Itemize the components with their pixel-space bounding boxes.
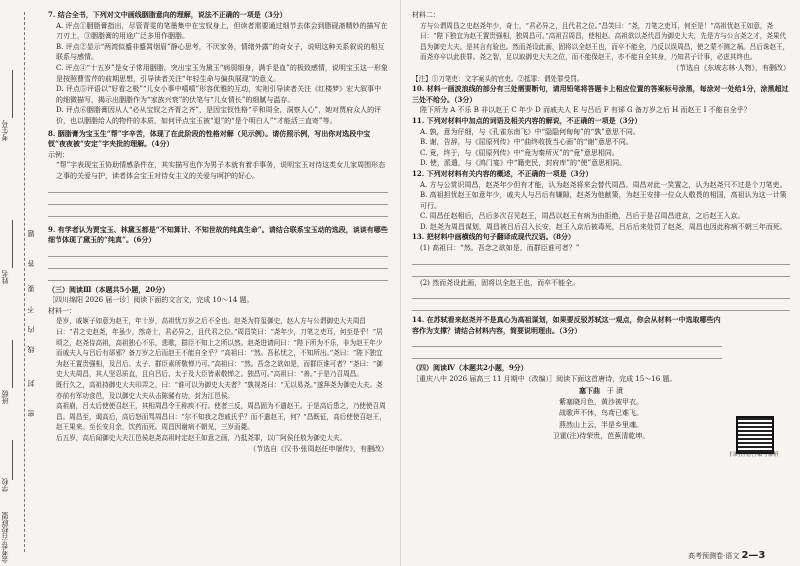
page-number: 2—3	[741, 550, 766, 561]
seal-mi: 密	[27, 410, 35, 417]
q11-option-d: D. 使，派遣，与《鸿门宴》中“籍吏民，封府库”的“使”意思相同。	[420, 159, 627, 168]
q7-option-e: D. 评点⑥胭脂膏因从人“必从宝钗之齐胥之齐”，是因宝钗性格“平和周全，洞察人心”，她对贾府众人的评价，也以胭脂给人的物件的本质，如何评点宝玉被“退”的“是个明白人”“才能活三直寄”等。	[56, 106, 382, 125]
poem	[412, 385, 790, 443]
footer-title: 高考预测卷·语文	[688, 552, 740, 560]
seal-ti: 题	[27, 230, 35, 237]
answer-line[interactable]	[412, 348, 722, 359]
label-xuexiao: 学校	[1, 478, 9, 492]
field-line-banji	[12, 340, 13, 388]
q11-option-b: B. 谢，告辞，与《屈原列传》中“曲终收拨当心画”的“谢”意思不同。	[420, 138, 633, 147]
section-3-intro: ［四川绵阳 2026 届一诊］阅读下面的文言文，完成 10～14 题。	[48, 296, 254, 305]
q13-sentence-1: (1) 高祖曰：“然。吾念之欲如是，而群臣谁可者？”	[420, 244, 580, 253]
qr-caption: 扫码查看答案与解析	[729, 452, 779, 458]
cut-line	[24, 12, 25, 552]
label-mark: 金考卷·百校联盟	[1, 512, 9, 564]
poem-title: 塞下曲	[579, 385, 601, 395]
qr-code[interactable]	[736, 416, 774, 454]
field-line-kaohao	[12, 70, 13, 118]
section-3-title: （三）阅读Ⅲ（本题共5小题，20分）	[48, 284, 170, 294]
label-banji: 班级	[1, 390, 9, 404]
material-1-label: 材料一：	[48, 306, 76, 315]
page-footer	[688, 550, 765, 561]
seal-feng: 封	[27, 380, 35, 387]
q7-option-a: A. 评点①胭脂膏指出，尽管青雯的笔墨集中在宝钗身上，但读者需要通过细节去体会到脂砚斋精妙的描写在刀刃上，③胭脂膏的用途广泛多用作胭脂。	[56, 21, 388, 41]
material-2-label: 材料二：	[412, 11, 440, 19]
poem-line: 燕然山上云，半是乡里魂。	[559, 420, 643, 429]
field-line-xingming	[12, 220, 13, 268]
q7-option-c: C. 评点④“十五岁”是女子常用胭脂，突出宝玉为黛玉“病弱细身，满手是血”的极致感情，说明宝玉这一形象是按照曹雪芹的前期思想，引导读者关注“年轻生命与偏执展现”的意义。	[56, 63, 388, 83]
q12-option-b: B. 高祖担忧赵王如意年少，戚夫人与吕后有嫌隙，赵尧为他献策，为赵王安排一位众人敬畏的相国，高祖认为这一计策可行。	[420, 191, 787, 210]
left-column	[48, 10, 388, 454]
answer-line[interactable]	[48, 194, 388, 205]
q13-stem: 13. 把材料中画横线的句子翻译成现代汉语。（8分）	[412, 232, 575, 242]
material-1-para-3: 高祖崩，吕太后使使召赵王，其相周昌令王称疾不行。使者三反，周昌固为不遣赵王。于是高后患之，乃使使召周昌。周昌至，谒高后，高后怒而骂周昌曰：“尔不知我之怨戚氏乎？而不遣赵王，何？”昌既征，高后使使召赵王，赵王果来。至长安月余，饮药而死。周昌因谢病不朝见，三岁而薨。	[56, 402, 386, 432]
answer-line[interactable]	[48, 270, 388, 281]
seal-da: 答	[27, 260, 35, 267]
seal-bu: 不	[27, 306, 35, 313]
q11-option-c: C. 竟，终于，与《屈原列传》中“竟为秦所灭”的“竟”意思相同。	[420, 148, 619, 157]
poem-line: 卫霍(注)待荣贵，芭蕉清乾坤。	[552, 432, 650, 441]
label-xingming: 姓名	[1, 270, 9, 284]
q12-option-d: D. 赵尧为周昌谋划，周昌被吕后召入长安，赵王入京后被毒死，吕后后来处罚了赵尧，周昌也因此称病不朝三年而死。	[420, 222, 787, 231]
field-line-xuexiao	[12, 440, 13, 480]
q10-sentence: 陛下所为 A 不乐 B 非以赵王 C 年少 D 而戚夫人 E 与吕后 F 有郤 G 备万岁之后 H 而赵王 I 不能自全乎？	[420, 106, 751, 115]
material-1-para-1: 是岁，戚姬子如意为赵王，年十岁，高祖忧万岁之后不全也。赵尧为符玺御史，赵人方与公谓御史大夫周昌曰：“君之史赵尧，年虽少，然奇士，君必异之，且代君之位。”周昌笑曰：“尧年少，刀笔之吏耳，何至是乎！”居顷之，赵尧侍高祖，高祖独心不乐，悲歌，群臣不知上之所以然。赵尧进请问曰：“陛下所为不乐，非为赵王年少而戚夫人与吕后有郤邪？备万岁之后而赵王不能自全乎？”高祖曰：“然。吾私忧之，不知所出。”尧曰：“陛下独宜为赵王置贵强相，及吕后、太子、群臣素所敬惮乃可。”高祖曰：“然。吾念之欲如是，而群臣谁可者？”尧曰：“御史大夫周昌，其人坚忍质直，且自吕后、太子及大臣皆素敬惮之。独昌可。”高祖曰：“善。”于是乃召周昌。	[56, 317, 383, 379]
q8-example-label: 示例：	[48, 150, 69, 159]
answer-line[interactable]	[412, 254, 790, 265]
q7-option-b: B. 评点②显示“两湾似蹙非蹙罥烟眉”静心思考，不厌家务，情绪外露”的奇女子，说明这种关系叙说的相互联系与感情。	[56, 42, 385, 62]
material-1-para-2: 既行久之，高祖持御史大夫印弄之，曰：“谁可以为御史大夫者？”孰视尧曰：“无以易尧。”遂拜尧为御史大夫。尧亦前有军功食邑，及以御史大夫从击陈豨有功，封为江邑侯。	[56, 381, 383, 400]
material-1-source: （节选自《汉书·张周赵任申屠传》，有删改）	[249, 444, 388, 453]
q8-stem: 8. 胭脂膏为宝玉生“帮”字辛苦，体现了在此阶段的性格对解（见示例）。请仿照示例，写出你对选段中宝钗“夜夜被“安定”字夹批的理解。（4分）	[48, 128, 371, 149]
material-1-para-4: 后五岁，高后闻御史大夫江邑侯赵尧高祖时定赵王如意之画，乃抵尧罪，以广阿侯任敖为御史大夫。	[56, 434, 347, 442]
answer-line[interactable]	[48, 206, 388, 217]
poem-line: 紫塞晓月色，黄沙被甲衣。	[559, 398, 643, 407]
q12-option-a: A. 方与公赏识周昌，赵尧年少但有才能，认为赵尧将来会替代周昌。周昌对此一笑置之，认为赵尧只不过是个刀笔吏。	[420, 180, 787, 189]
gloss-note: 【注】①刀笔吏：文字案头的官吏。②抵罪：谓处罪受罚。	[412, 74, 584, 83]
poem-line: 战歌声不休，鸟鸢已难飞。	[559, 409, 643, 418]
q11-option-a: A. 孰，意为仔细，与《孔雀东南飞》中“隐隐何甸甸”的“孰”意思不同。	[420, 127, 640, 136]
q7-stem: 7. 结合全书，下列对文中画线胭脂意向的理解，说法不正确的一项是（3分）	[48, 10, 287, 19]
poem-author: 于 濆	[606, 386, 623, 395]
seal-nei: 内	[27, 326, 35, 333]
answer-line[interactable]	[412, 300, 790, 311]
q10-stem: 10. 材料一画波浪线的部分有三处需要断句，请用铅笔将答题卡上相应位置的答案标号涂黑，每涂对一处给1分，涂黑超过三处不给分。（3分）	[412, 84, 789, 104]
answer-line[interactable]	[412, 288, 790, 299]
q11-stem: 11. 下列对材料中加点的词语及相关内容的解说，不正确的一项是（3分）	[412, 115, 642, 125]
binding-margin	[0, 0, 44, 566]
seal-yao: 要	[27, 285, 35, 292]
answer-line[interactable]	[412, 266, 790, 277]
right-column	[412, 10, 790, 443]
seal-xian: 线	[27, 346, 35, 353]
q13-sentence-2: (2) 然而尧设此画，固将以全赵王也，而卒不能全。	[420, 278, 580, 287]
answer-line[interactable]	[412, 336, 722, 347]
q9-stem: 9. 有学者认为贾宝玉、林黛玉都是“不知算计、不知世故的纯真生命”。请结合联系宝玉动的选段，谈谈有哪些细节体现了黛玉的“纯真”。（6分）	[48, 224, 388, 245]
label-kaohao: 考生号	[1, 120, 9, 141]
q12-stem: 12. 下列对材料有关内容的概述，不正确的一项是（3分）	[412, 168, 593, 178]
answer-line[interactable]	[48, 246, 388, 257]
q12-option-c: C. 周昌任赵相后，吕后多次召见赵王，周昌以赵王有病为由拒绝，吕后于是召周昌进京，之后赵王入京。	[420, 212, 745, 221]
material-2-source: （节选自《东坡志林·人物》，有删改）	[672, 63, 790, 72]
section-4-title: （四）阅读Ⅳ（本题共2小题，9分）	[412, 363, 528, 373]
q7-option-d: D. 评点⑤评语以“好看之极”“儿女小事中嘻嘻”形容优雅的互动，实则引导读者关注《红楼梦》宏大叙事中的细微描写，揭示出胭脂作为“家族兴衰”的伏笔与“儿女情长”的细腻与温存。	[56, 85, 382, 104]
material-2-text: 方与公谓周昌之史赵尧年少，奇士，“君必异之，且代君之位。”昌笑曰：“尧，刀笔之吏耳，何至是！”高祖忧赵王如意，尧曰：“陛下独宜为赵王置贵强相，独周昌可。”高祖召周昌，使相赵。高祖欲以尧代昌为御史大夫，先是方与公言尧之才，尧果代昌为御史大夫。是其言有验也。然而尧设此画，固将以全赵王也，而卒不能全，乃反以误周昌，使之蒙不测之祸。吕后诛赵王，而尧亦卒以此获罪。尧之智，足以取御史大夫之位，而不能保赵王，亦不能自全其身，乃知君子计事，必虑其终也。	[420, 21, 790, 62]
q14-stem: 14. 在苏轼看来赵尧并不是真心为高祖谋划，如果要反驳苏轼这一观点，你会从材料一中选取哪些内容作为支撑？请结合材料内容，简要说明理由。（3分）	[412, 315, 721, 335]
page-fold	[400, 0, 401, 566]
answer-line[interactable]	[48, 258, 388, 269]
answer-line[interactable]	[48, 182, 388, 193]
q8-example: “帮”字表现宝玉协助情感条件在，其实描写也作为男子本就有着手事务，说明宝玉对待这类女儿家周围形态之事的关爱与护，读者体会宝玉对待女主义的关爱与呵护的好心。	[56, 161, 386, 180]
section-4-intro: ［重庆八中 2026 届高三 11 月期中（改编）］阅读下面这首唐诗，完成 15～16 题。	[412, 375, 677, 384]
